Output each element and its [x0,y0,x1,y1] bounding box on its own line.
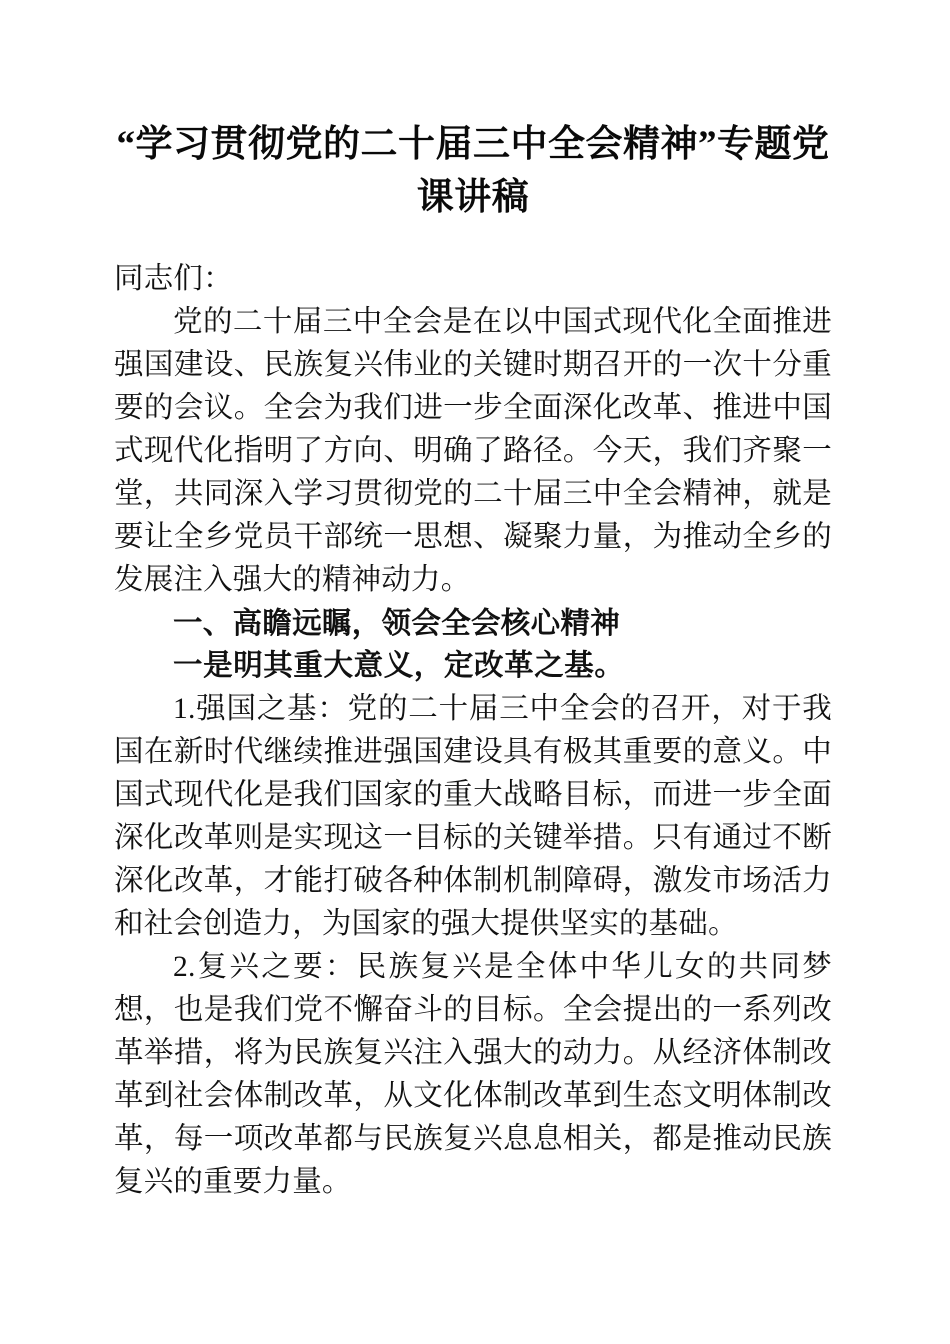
document-body [114,258,832,1204]
paragraph-intro: 党的二十届三中全会是在以中国式现代化全面推进强国建设、民族复兴伟业的关键时期召开的一次十分重要的会议。全会为我们进一步全面深化改革、推进中国式现代化指明了方向、明确了路径。今天，我们齐聚一堂，共同深入学习贯彻党的二十届三中全会精神，就是要让全乡党员干部统一思想、凝聚力量，为推动全乡的发展注入强大的精神动力。 [114,306,832,596]
document-content [114,0,832,1204]
salutation: 同志们： [114,263,233,295]
page-title [114,0,832,224]
paragraph-item-2: 2.复兴之要：民族复兴是全体中华儿女的共同梦想，也是我们党不懈奋斗的目标。全会提出的一系列改革举措，将为民族复兴注入强大的动力。从经济体制改革到社会体制改革，从文化体制改革到生态文明体制改革，每一项改革都与民族复兴息息相关，都是推动民族复兴的重要力量。 [114,951,832,1198]
section-heading-1: 一、高瞻远瞩，领会全会核心精神 [173,607,621,640]
paragraph-item-1: 1.强国之基：党的二十届三中全会的召开，对于我国在新时代继续推进强国建设具有极其重要的意义。中国式现代化是我们国家的重大战略目标，而进一步全面深化改革则是实现这一目标的关键举措。只有通过不断深化改革，才能打破各种体制机制障碍，激发市场活力和社会创造力，为国家的强大提供坚实的基础。 [114,693,832,940]
page-title-line-1: “学习贯彻党的二十届三中全会精神”专题党 [116,124,830,165]
section-subheading-1: 一是明其重大意义，定改革之基。 [173,650,625,682]
page-title-line-2: 课讲稿 [416,177,530,218]
